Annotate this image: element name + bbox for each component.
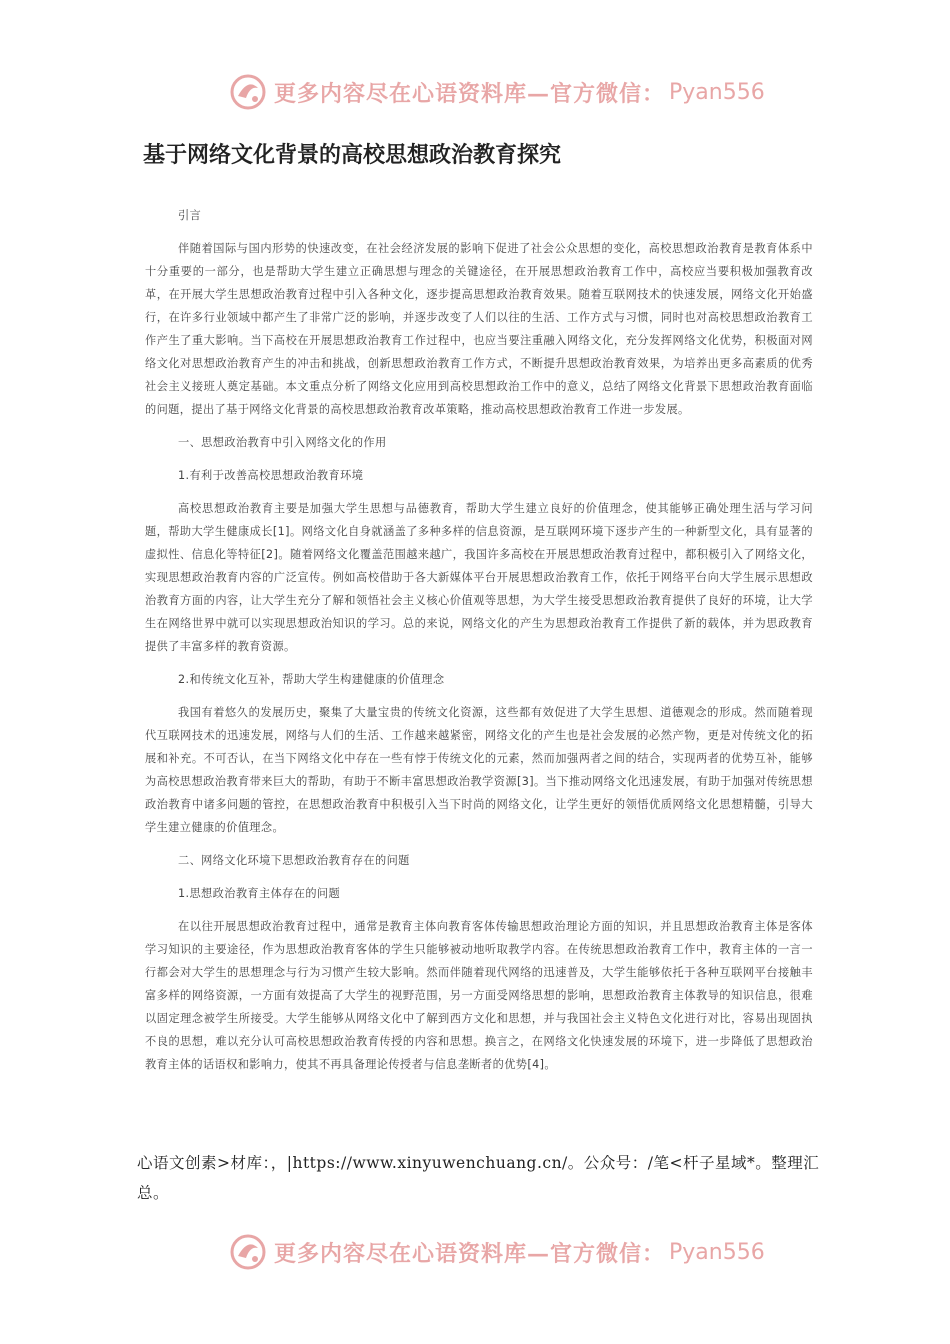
body-paragraph: 在以往开展思想政治教育过程中，通常是教育主体向教育客体传输思想政治理论方面的知识，并且思想政治教育主体是客体学习知识的主要途径，作为思想政治教育客体的学生只能够被动地听取教学内容。在传统思想政治教育工作中，教育主体的一言一行都会对大学生的思想理念与行为习惯产生较大影响。然而伴随着现代网络的迅速普及，大学生能够依托于各种互联网平台接触丰富多样的网络资源，一方面有效提高了大学生的视野范围，另一方面受网络思想的影响，思想政治教育主体教导的知识信息，很难以固定理念被学生所接受。大学生能够从网络文化中了解到西方文化和思想，并与我国社会主义特色文化进行对比，容易出现固执不良的思想，难以充分认可高校思想政治教育传授的内容和思想。换言之，在网络文化快速发展的环境下，进一步降低了思想政治教育主体的话语权和影响力，使其不再具备理论传授者与信息垄断者的优势[4]。 (145, 920, 813, 1071)
footer-banner (228, 1230, 765, 1274)
brand-logo-icon (228, 72, 268, 112)
footer-note: 心语文创素>材库：，|https://www.xinyuwenchuang.cn/。公众号：/笔<杆子星域*。整理汇总。 (137, 1154, 820, 1202)
section-heading: 引言 (178, 209, 202, 222)
body-paragraph: 伴随着国际与国内形势的快速改变，在社会经济发展的影响下促进了社会公众思想的变化，高校思想政治教育是教育体系中十分重要的一部分，也是帮助大学生建立正确思想与理念的关键途径，在开展思想政治教育工作中，高校应当要积极加强教育改革，在开展大学生思想政治教育过程中引入各种文化，逐步提高思想政治教育效果。随着互联网技术的快速发展，网络文化开始盛行，在许多行业领域中都产生了非常广泛的影响，并逐步改变了人们以往的生活、工作方式与习惯，同时也对高校思想政治教育工作产生了重大影响。当下高校在开展思想政治教育工作过程中，也应当要注重融入网络文化，充分发挥网络文化优势，积极面对网络文化对思想政治教育产生的冲击和挑战，创新思想政治教育工作方式，不断提升思想政治教育效果，为培养出更多高素质的优秀社会主义接班人奠定基础。本文重点分析了网络文化应用到高校思想政治工作中的意义，总结了网络文化背景下思想政治教育面临的问题，提出了基于网络文化背景的高校思想政治教育改革策略，推动高校思想政治教育工作进一步发展。 (145, 242, 813, 416)
document-title: 基于网络文化背景的高校思想政治教育探究 (143, 143, 562, 168)
section-heading: 1.有利于改善高校思想政治教育环境 (178, 469, 364, 482)
section-heading: 一、思想政治教育中引入网络文化的作用 (178, 436, 387, 449)
body-paragraph: 高校思想政治教育主要是加强大学生思想与品德教育，帮助大学生建立良好的价值理念，使其能够正确处理生活与学习问题，帮助大学生健康成长[1]。网络文化自身就涵盖了多种多样的信息资源，是互联网环境下逐步产生的一种新型文化，具有显著的虚拟性、信息化等特征[2]。随着网络文化覆盖范围越来越广，我国许多高校在开展思想政治教育过程中，都积极引入了网络文化，实现思想政治教育内容的广泛宣传。例如高校借助于各大新媒体平台开展思想政治教育工作，依托于网络平台向大学生展示思想政治教育方面的内容，让大学生充分了解和领悟社会主义核心价值观等思想，为大学生接受思想政治教育提供了良好的环境，让大学生在网络世界中就可以实现思想政治知识的学习。总的来说，网络文化的产生为思想政治教育工作提供了新的载体，并为思政教育提供了丰富多样的教育资源。 (145, 502, 813, 653)
banner-text: 更多内容尽在心语资料库—官方微信： (274, 1240, 666, 1267)
banner-wechat-id: Pyan556 (669, 79, 765, 105)
section-heading: 二、网络文化环境下思想政治教育存在的问题 (178, 854, 410, 867)
header-banner (228, 70, 765, 114)
banner-wechat-id: Pyan556 (669, 1239, 765, 1265)
brand-logo-icon (228, 1232, 268, 1272)
body-paragraph: 我国有着悠久的发展历史，聚集了大量宝贵的传统文化资源，这些都有效促进了大学生思想、道德观念的形成。然而随着现代互联网技术的迅速发展，网络与人们的生活、工作越来越紧密，网络文化的产生也是社会发展的必然产物，更是对传统文化的拓展和补充。不可否认，在当下网络文化中存在一些有悖于传统文化的元素，然而加强两者之间的结合，实现两者的优势互补，能够为高校思想政治教育带来巨大的帮助，有助于不断丰富思想政治教学资源[3]。当下推动网络文化迅速发展，有助于加强对传统思想政治教育中诸多问题的管控，在思想政治教育中积极引入当下时尚的网络文化，让学生更好的领悟优质网络文化思想精髓，引导大学生建立健康的价值理念。 (145, 706, 813, 834)
section-heading: 1.思想政治教育主体存在的问题 (178, 887, 341, 900)
banner-text: 更多内容尽在心语资料库—官方微信： (274, 80, 666, 107)
section-heading: 2.和传统文化互补，帮助大学生构建健康的价值理念 (178, 673, 445, 686)
document-body (145, 204, 813, 1076)
